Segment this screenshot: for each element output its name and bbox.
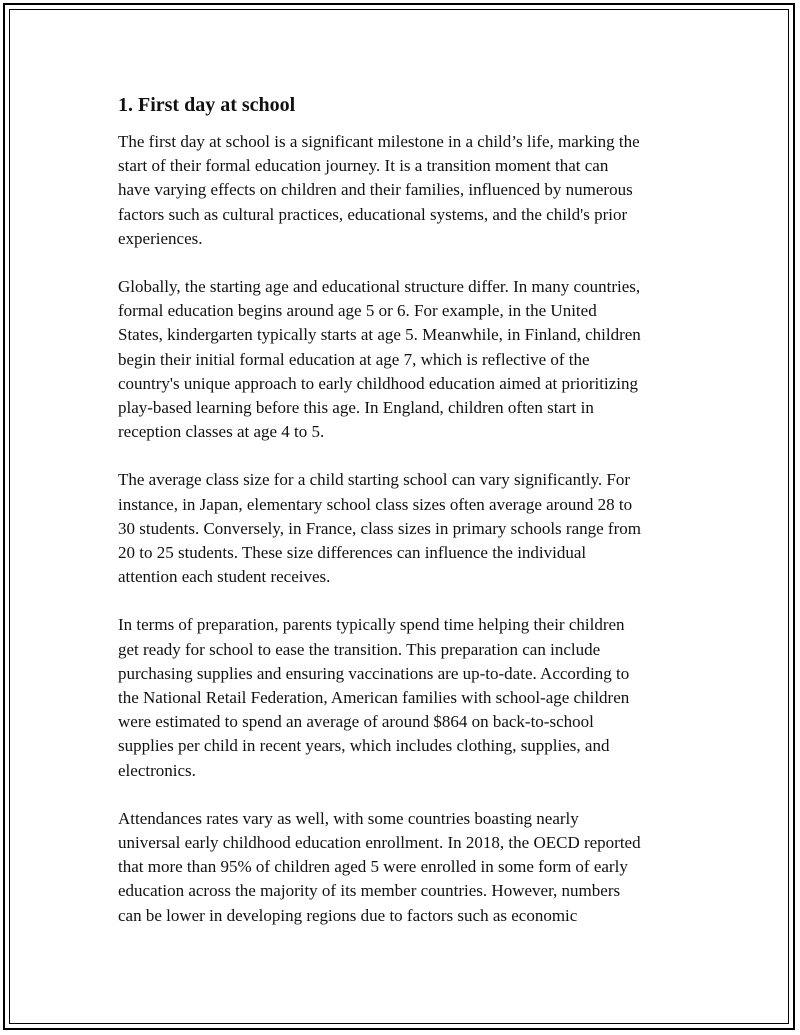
section-heading: 1. First day at school [118,94,296,116]
paragraph-line: universal early childhood education enrollment. In 2018, the OECD reported [118,833,641,853]
document-body [118,92,698,952]
paragraph-line: play-based learning before this age. In England, children often start in [118,398,594,418]
paragraph-line: attention each student receives. [118,567,331,587]
paragraph-list [118,130,698,928]
paragraph-line: States, kindergarten typically starts at age 5. Meanwhile, in Finland, children [118,325,641,345]
paragraph-line: country's unique approach to early childhood education aimed at prioritizing [118,373,638,393]
paragraph-line: Attendances rates vary as well, with some countries boasting nearly [118,808,579,828]
paragraph [118,613,698,782]
paragraph-line: supplies per child in recent years, which includes clothing, supplies, and [118,736,610,756]
paragraph-line: 30 students. Conversely, in France, class sizes in primary schools range from [118,518,641,538]
paragraph-line: the National Retail Federation, American families with school-age children [118,688,630,708]
paragraph-line: reception classes at age 4 to 5. [118,422,325,442]
paragraph-line: have varying effects on children and their families, influenced by numerous [118,180,633,200]
paragraph-line: factors such as cultural practices, educational systems, and the child's prior [118,204,628,224]
paragraph [118,468,698,589]
paragraph-line: formal education begins around age 5 or 6. For example, in the United [118,301,597,321]
paragraph-line: begin their initial formal education at age 7, which is reflective of the [118,349,590,369]
paragraph-line: were estimated to spend an average of around $864 on back-to-school [118,712,594,732]
paragraph-line: electronics. [118,760,196,780]
paragraph-line: The average class size for a child starting school can vary significantly. For [118,470,631,490]
paragraph-line: instance, in Japan, elementary school class sizes often average around 28 to [118,494,633,514]
paragraph-line: education across the majority of its member countries. However, numbers [118,881,621,901]
paragraph-line: can be lower in developing regions due to factors such as economic [118,905,578,925]
paragraph [118,807,698,928]
paragraph-line: In terms of preparation, parents typically spend time helping their children [118,615,625,635]
paragraph [118,130,698,251]
paragraph-line: purchasing supplies and ensuring vaccinations are up-to-date. According to [118,663,630,683]
paragraph-line: that more than 95% of children aged 5 were enrolled in some form of early [118,857,628,877]
paragraph-line: Globally, the starting age and educational structure differ. In many countries, [118,277,641,297]
paragraph-line: get ready for school to ease the transition. This preparation can include [118,639,601,659]
paragraph-line: The first day at school is a significant milestone in a child’s life, marking the [118,132,640,151]
paragraph-line: start of their formal education journey. It is a transition moment that can [118,156,609,176]
paragraph-line: experiences. [118,228,203,248]
paragraph-line: 20 to 25 students. These size differences can influence the individual [118,543,587,563]
paragraph [118,275,698,444]
